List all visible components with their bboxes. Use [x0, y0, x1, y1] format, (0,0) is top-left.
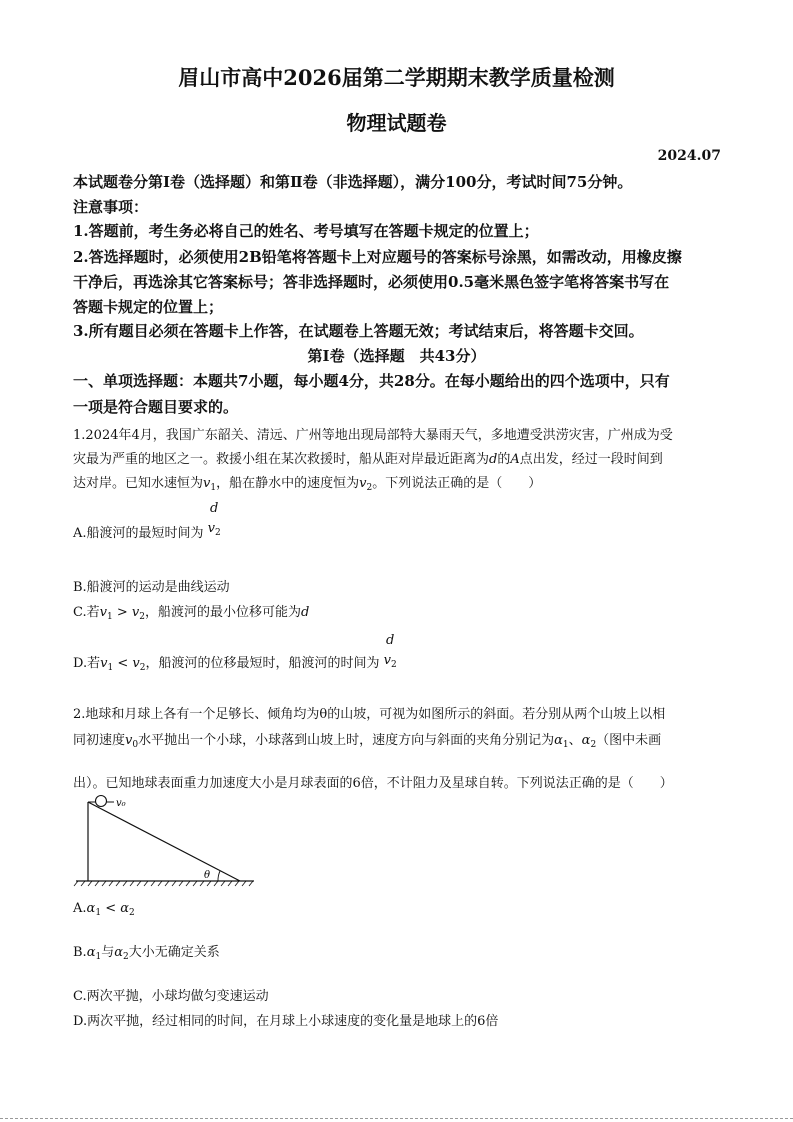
q2-line-1: 2.地球和月球上各有一个足够长、倾角均为θ的山坡，可视为如图所示的斜面。若分别从两个山坡上以相: [73, 707, 666, 722]
q1-line-1: 1.2024年4月，我国广东韶关、清远、广州等地出现局部特大暴雨天气，多地遭受洪涝灾害，广州成为受: [73, 428, 673, 443]
q2-line-3: 出）。已知地球表面重力加速度大小是月球表面的6倍，不计阻力及星球自转。下列说法正确的是（ ）: [73, 776, 673, 791]
exam-date: 2024.07: [657, 148, 721, 164]
q1-line-2: 灾最为严重的地区之一。救援小组在某次救援时，船从距对岸最近距离为d的A点出发，经过一段时间到: [73, 452, 663, 467]
v0-label: v₀: [116, 798, 126, 809]
note-2c: 答题卡规定的位置上；: [73, 298, 224, 316]
ball: [96, 796, 107, 807]
note-2a: 2.答选择题时，必须使用2B铅笔将答题卡上对应题号的答案标号涂黑，如需改动，用橡皮擦: [73, 248, 682, 266]
q1-option-b: B.船渡河的运动是曲线运动: [73, 580, 230, 595]
q1-line-3: 达对岸。已知水速恒为$v_1$，船在静水中的速度恒为$v_2$。下列说法正确的是（ ）: [73, 476, 542, 493]
q1-option-c: C.若$v_1 > v_2$，船渡河的最小位移可能为d: [73, 605, 310, 622]
page-bottom-divider: [0, 1118, 793, 1119]
section-heading: 第Ⅰ卷（选择题 共43分）: [307, 347, 486, 365]
q2-option-d: D.两次平抛，经过相同的时间，在月球上小球速度的变化量是地球上的6倍: [73, 1014, 499, 1029]
intro-line: 本试题卷分第Ⅰ卷（选择题）和第Ⅱ卷（非选择题），满分100分，考试时间75分钟。: [73, 173, 633, 191]
q2-line-2: 同初速度$v_0$水平抛出一个小球，小球落到山坡上时，速度方向与斜面的夹角分别记为$\alpha_1$、$\alpha_2$（图中未画: [73, 733, 662, 750]
q2-option-b: $B.\alpha_1$与$\alpha_2$大小无确定关系: [73, 945, 220, 962]
exam-title: 眉山市高中2026届第二学期期末教学质量检测: [178, 65, 615, 90]
q1-option-a: A.船渡河的最短时间为 d $v_2$: [73, 500, 221, 541]
exam-subtitle: 物理试题卷: [346, 111, 447, 135]
q1-option-d: D.若$v_1 < v_2$，船渡河的位移最短时，船渡河的时间为 d $v_2$: [73, 632, 397, 673]
ground-hatching: [74, 881, 253, 886]
q2-option-c: C.两次平抛，小球均做匀变速运动: [73, 989, 269, 1004]
incline-figure: [72, 792, 262, 887]
part1-line-b: 一项是符合题目要求的。: [73, 398, 239, 416]
q2-option-a: $A.\alpha_1 < \alpha_2$: [73, 901, 135, 918]
theta-arc: [218, 871, 220, 881]
note-2b: 干净后，再选涂其它答案标号；答非选择题时，必须使用0.5毫米黑色签字笔将答案书写在: [73, 273, 670, 291]
notes-heading: 注意事项：: [73, 198, 149, 216]
note-1: 1.答题前，考生务必将自己的姓名、考号填写在答题卡规定的位置上；: [73, 222, 539, 240]
theta-label: θ: [204, 870, 211, 881]
note-3: 3.所有题目必须在答题卡上作答，在试题卷上答题无效；考试结束后，将答题卡交回。: [73, 322, 644, 340]
incline-slope: [88, 802, 240, 881]
part1-line-a: 一、单项选择题：本题共7小题，每小题4分，共28分。在每小题给出的四个选项中，只有: [73, 372, 670, 390]
